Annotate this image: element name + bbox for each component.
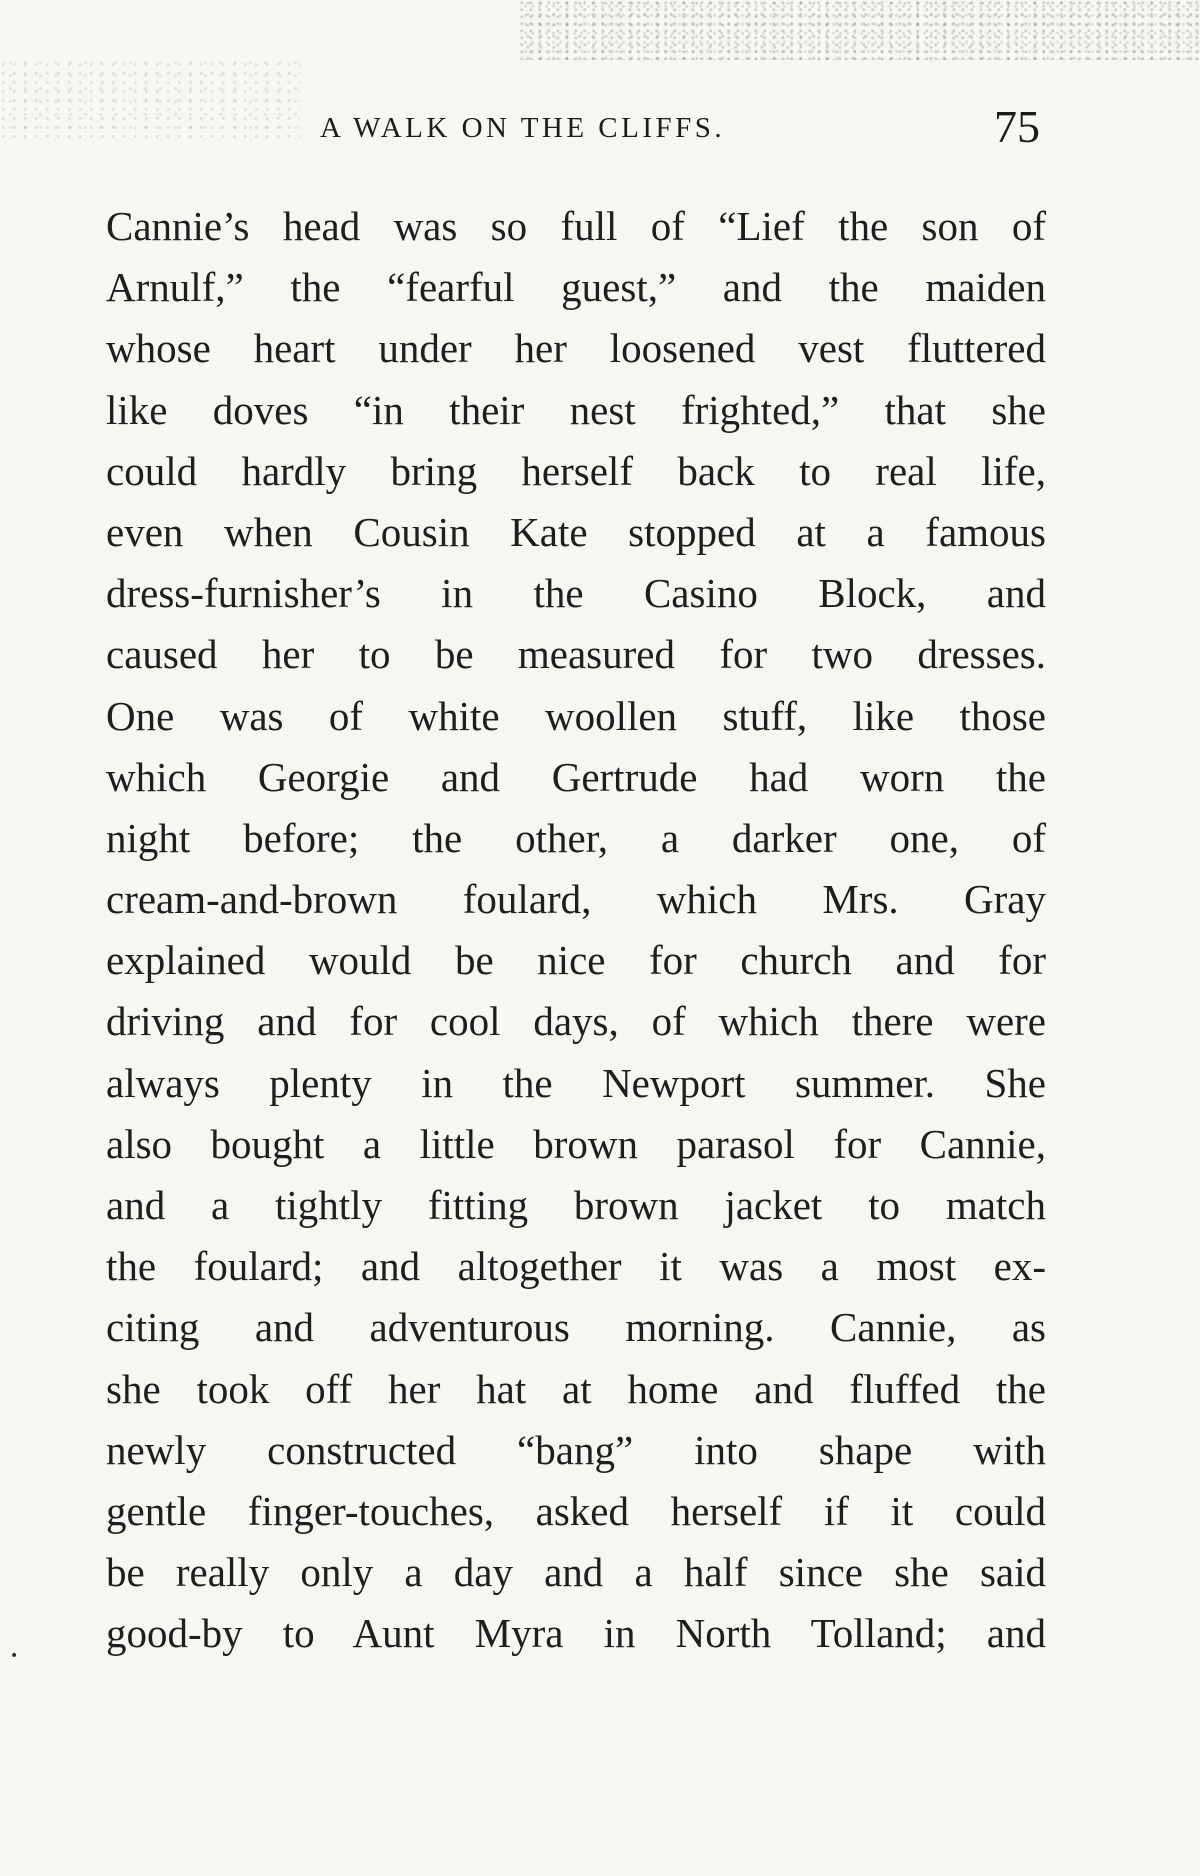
text-line: gentle finger-touches, asked herself if it could (106, 1487, 1046, 1534)
text-line: night before; the other, a darker one, of (106, 814, 1046, 861)
text-line: dress-furnisher’s in the Casino Block, and (106, 570, 1046, 617)
page-number: 75 (994, 101, 1040, 152)
text-line: newly constructed “bang” into shape with (106, 1426, 1046, 1473)
text-line: always plenty in the Newport summer. She (106, 1059, 1046, 1106)
running-title: A WALK ON THE CLIFFS. (320, 112, 726, 144)
body-text (106, 196, 1046, 1656)
text-line: Arnulf,” the “fearful guest,” and the maiden (106, 264, 1046, 311)
text-line: cream-and-brown foulard, which Mrs. Gray (106, 876, 1046, 923)
text-line: could hardly bring herself back to real life, (106, 447, 1046, 494)
text-line: she took off her hat at home and fluffed the (106, 1365, 1046, 1412)
text-line: also bought a little brown parasol for Cannie, (106, 1120, 1046, 1167)
scan-mark: • (10, 1648, 19, 1664)
text-line: which Georgie and Gertrude had worn the (106, 753, 1046, 800)
text-line: citing and adventurous morning. Cannie, as (106, 1304, 1046, 1351)
text-line: like doves “in their nest frighted,” that she (106, 386, 1046, 433)
text-line: and a tightly fitting brown jacket to match (106, 1182, 1046, 1228)
text-line: good-by to Aunt Myra in North Tolland; and (106, 1610, 1046, 1657)
text-line: caused her to be measured for two dresses. (106, 631, 1046, 678)
text-line: explained would be nice for church and for (106, 937, 1046, 984)
text-line: driving and for cool days, of which there were (106, 998, 1046, 1045)
text-line: even when Cousin Kate stopped at a famous (106, 508, 1046, 555)
text-line: whose heart under her loosened vest fluttered (106, 325, 1046, 372)
scan-speckle (520, 0, 1200, 60)
text-line: One was of white woollen stuff, like those (106, 692, 1046, 739)
text-line: be really only a day and a half since she said (106, 1549, 1046, 1596)
scan-speckle (0, 60, 300, 140)
text-line: Cannie’s head was so full of “Lief the son of (106, 203, 1046, 249)
text-line: the foulard; and altogether it was a most ex- (106, 1243, 1046, 1290)
